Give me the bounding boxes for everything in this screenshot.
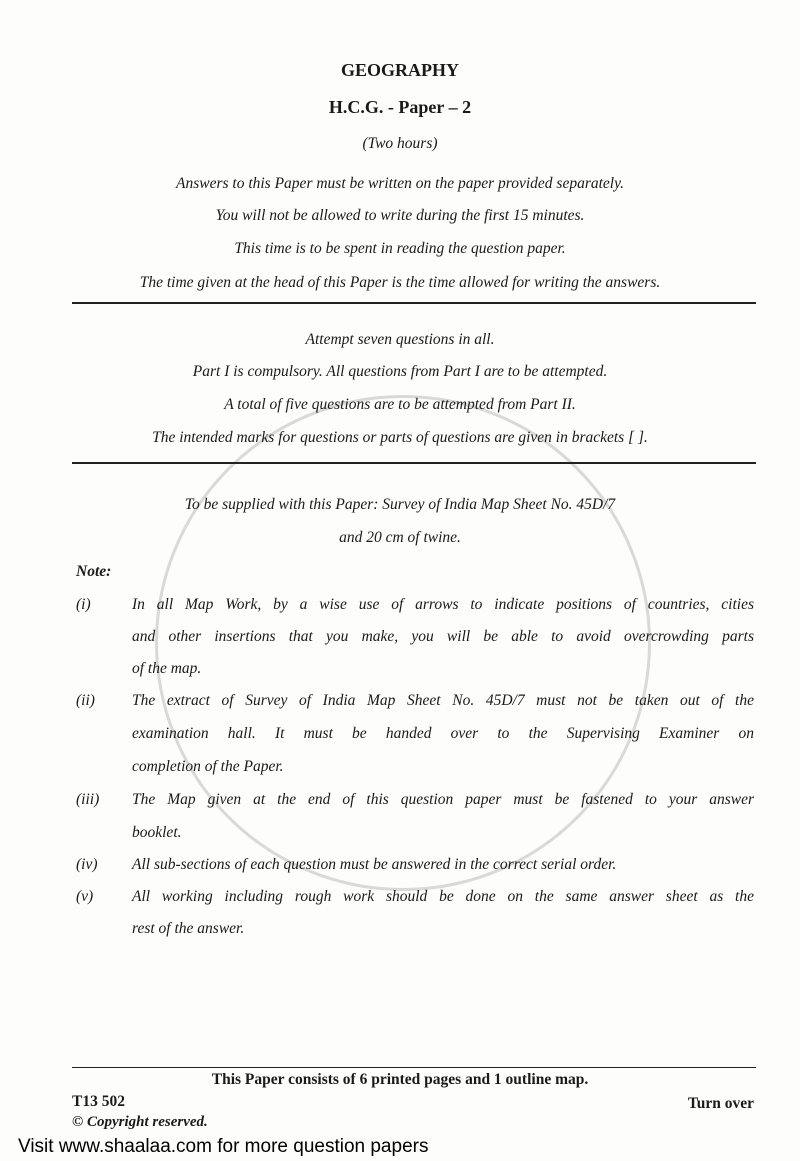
note-number: (v) (76, 888, 94, 905)
subject-title: GEOGRAPHY (340, 60, 459, 80)
note-line: booklet. (132, 824, 182, 841)
note-line: All sub-sections of each question must be answered in the correct serial order. (132, 856, 617, 873)
attempt-line: Attempt seven questions in all. (305, 331, 495, 348)
paper-title: H.C.G. - Paper – 2 (328, 97, 472, 117)
turn-over: Turn over (687, 1095, 754, 1112)
note-line: rest of the answer. (132, 920, 245, 937)
note-line: of the map. (132, 660, 202, 677)
note-line: and other insertions that you make, you will be able to avoid overcrowding parts (132, 628, 754, 645)
page-count: This Paper consists of 6 printed pages and 1 outline map. (211, 1071, 589, 1088)
note-number: (ii) (76, 692, 95, 709)
note-line: The extract of Survey of India Map Sheet No. 45D/7 must not be taken out of the (132, 692, 754, 709)
instruction: You will not be allowed to write during the first 15 minutes. (215, 207, 585, 224)
note-number: (iv) (76, 856, 98, 873)
divider (72, 302, 756, 304)
duration: (Two hours) (362, 135, 438, 152)
note-label: Note: (76, 563, 112, 580)
note-line: completion of the Paper. (132, 758, 284, 775)
instruction: This time is to be spent in reading the question paper. (234, 240, 566, 257)
instruction: The time given at the head of this Paper is the time allowed for writing the answers. (139, 274, 661, 291)
note-line: examination hall. It must be handed over to the Supervising Examiner on (132, 725, 754, 742)
attempt-line: Part I is compulsory. All questions from Part I are to be attempted. (192, 363, 608, 380)
note-line: The Map given at the end of this question paper must be fastened to your answer (132, 791, 754, 808)
note-line: In all Map Work, by a wise use of arrows to indicate positions of countries, cities (132, 596, 754, 613)
supplied-line: To be supplied with this Paper: Survey of India Map Sheet No. 45D/7 (184, 496, 616, 513)
note-number: (iii) (76, 791, 100, 808)
supplied-line: and 20 cm of twine. (339, 529, 461, 546)
attempt-line: A total of five questions are to be attempted from Part II. (224, 396, 576, 413)
attempt-line: The intended marks for questions or parts of questions are given in brackets [ ]. (152, 429, 648, 446)
copyright: © Copyright reserved. (72, 1114, 208, 1130)
note-number: (i) (76, 596, 91, 613)
visit-link[interactable]: Visit www.shaalaa.com for more question papers (18, 1136, 429, 1157)
divider (72, 462, 756, 464)
instruction: Answers to this Paper must be written on the paper provided separately. (175, 175, 625, 192)
paper-code: T13 502 (72, 1093, 125, 1110)
footer-divider (72, 1067, 756, 1068)
note-line: All working including rough work should be done on the same answer sheet as the (132, 888, 754, 905)
